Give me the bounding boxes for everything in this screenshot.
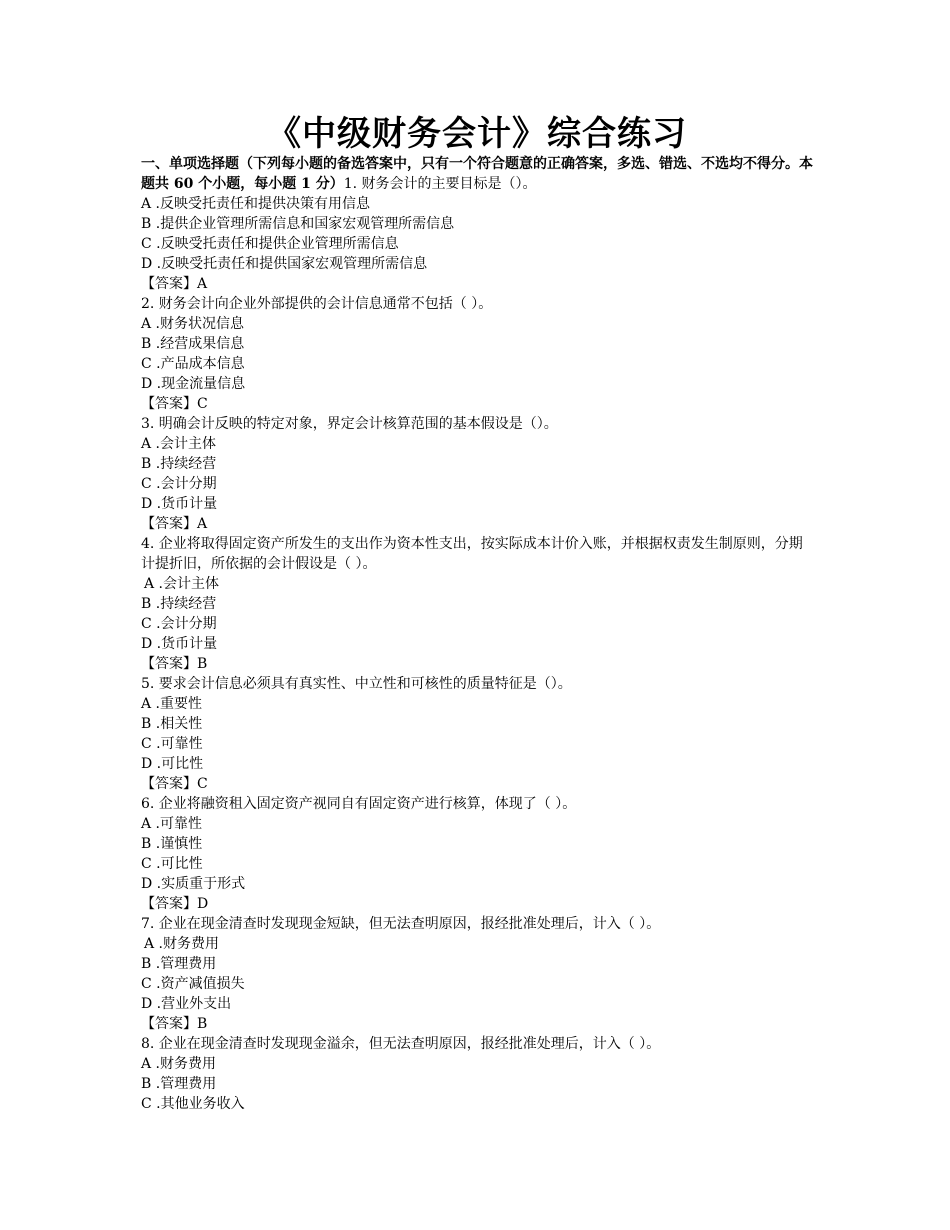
- question-5: [141, 674, 813, 794]
- question-6-option-c: C .可比性: [141, 856, 203, 872]
- question-4-option-d: D .货币计量: [141, 636, 218, 652]
- question-4-option-b: B .持续经营: [141, 596, 217, 612]
- question-4-option-a: A .会计主体: [144, 576, 220, 592]
- question-7-option-b: B .管理费用: [141, 956, 217, 972]
- question-4-stem: 4. 企业将取得固定资产所发生的支出作为资本性支出，按实际成本计价入账，并根据权责发生制原则，分期计提折旧，所依据的会计假设是（ ）。: [141, 536, 803, 572]
- question-5-option-c: C .可靠性: [141, 736, 203, 752]
- question-2-option-d: D .现金流量信息: [141, 376, 246, 392]
- question-4: [141, 534, 813, 674]
- question-8-stem: 8. 企业在现金清查时发现现金溢余，但无法查明原因，报经批准处理后，计入（ ）。: [141, 1036, 661, 1052]
- question-5-answer: 【答案】C: [141, 776, 208, 792]
- question-3-option-a: A .会计主体: [141, 436, 217, 452]
- question-1-stem: 1. 财务会计的主要目标是（）。: [343, 176, 537, 192]
- question-5-stem: 5. 要求会计信息必须具有真实性、中立性和可核性的质量特征是（）。: [141, 676, 572, 692]
- question-5-option-d: D .可比性: [141, 756, 204, 772]
- question-3-option-b: B .持续经营: [141, 456, 217, 472]
- question-2-answer: 【答案】C: [141, 396, 208, 412]
- question-2: [141, 294, 813, 414]
- question-8-option-b: B .管理费用: [141, 1076, 217, 1092]
- question-2-option-c: C .产品成本信息: [141, 356, 245, 372]
- question-7-answer: 【答案】B: [141, 1016, 208, 1032]
- question-6-option-a: A .可靠性: [141, 816, 203, 832]
- question-7-option-a: A .财务费用: [144, 936, 220, 952]
- question-1-option-b: B .提供企业管理所需信息和国家宏观管理所需信息: [141, 216, 455, 232]
- question-3: [141, 414, 813, 534]
- question-1-answer: 【答案】A: [141, 276, 208, 292]
- question-6-answer: 【答案】D: [141, 896, 209, 912]
- question-7: [141, 914, 813, 1034]
- question-6-stem: 6. 企业将融资租入固定资产视同自有固定资产进行核算，体现了（ ）。: [141, 796, 577, 812]
- question-3-stem: 3. 明确会计反映的特定对象，界定会计核算范围的基本假设是（）。: [141, 416, 558, 432]
- question-8: [141, 1034, 813, 1114]
- question-4-option-c: C .会计分期: [141, 616, 217, 632]
- question-8-option-c: C .其他业务收入: [141, 1096, 245, 1112]
- question-6-option-b: B .谨慎性: [141, 836, 203, 852]
- question-7-stem: 7. 企业在现金清查时发现现金短缺，但无法查明原因，报经批准处理后，计入（ ）。: [141, 916, 661, 932]
- question-3-answer: 【答案】A: [141, 516, 208, 532]
- question-2-option-a: A .财务状况信息: [141, 316, 245, 332]
- question-3-option-d: D .货币计量: [141, 496, 218, 512]
- question-5-option-b: B .相关性: [141, 716, 203, 732]
- question-6: [141, 794, 813, 914]
- question-2-stem: 2. 财务会计向企业外部提供的会计信息通常不包括（ ）。: [141, 296, 493, 312]
- question-2-option-b: B .经营成果信息: [141, 336, 245, 352]
- question-1: [141, 194, 813, 294]
- section-heading: 一、单项选择题（下列每小题的备选答案中，只有一个符合题意的正确答案，多选、错选、不选均不得分。本题共 60 个小题，每小题 1 分）: [141, 156, 813, 192]
- section-intro: [141, 154, 813, 194]
- question-4-answer: 【答案】B: [141, 656, 208, 672]
- document-title: 《中级财务会计》综合练习: [267, 114, 687, 154]
- question-7-option-d: D .营业外支出: [141, 996, 232, 1012]
- question-6-option-d: D .实质重于形式: [141, 876, 246, 892]
- question-3-option-c: C .会计分期: [141, 476, 217, 492]
- question-1-option-c: C .反映受托责任和提供企业管理所需信息: [141, 236, 399, 252]
- question-1-option-a: A .反映受托责任和提供决策有用信息: [141, 196, 371, 212]
- question-8-option-a: A .财务费用: [141, 1056, 217, 1072]
- question-1-option-d: D .反映受托责任和提供国家宏观管理所需信息: [141, 256, 428, 272]
- question-7-option-c: C .资产减值损失: [141, 976, 245, 992]
- document-page: [141, 114, 813, 1114]
- question-5-option-a: A .重要性: [141, 696, 203, 712]
